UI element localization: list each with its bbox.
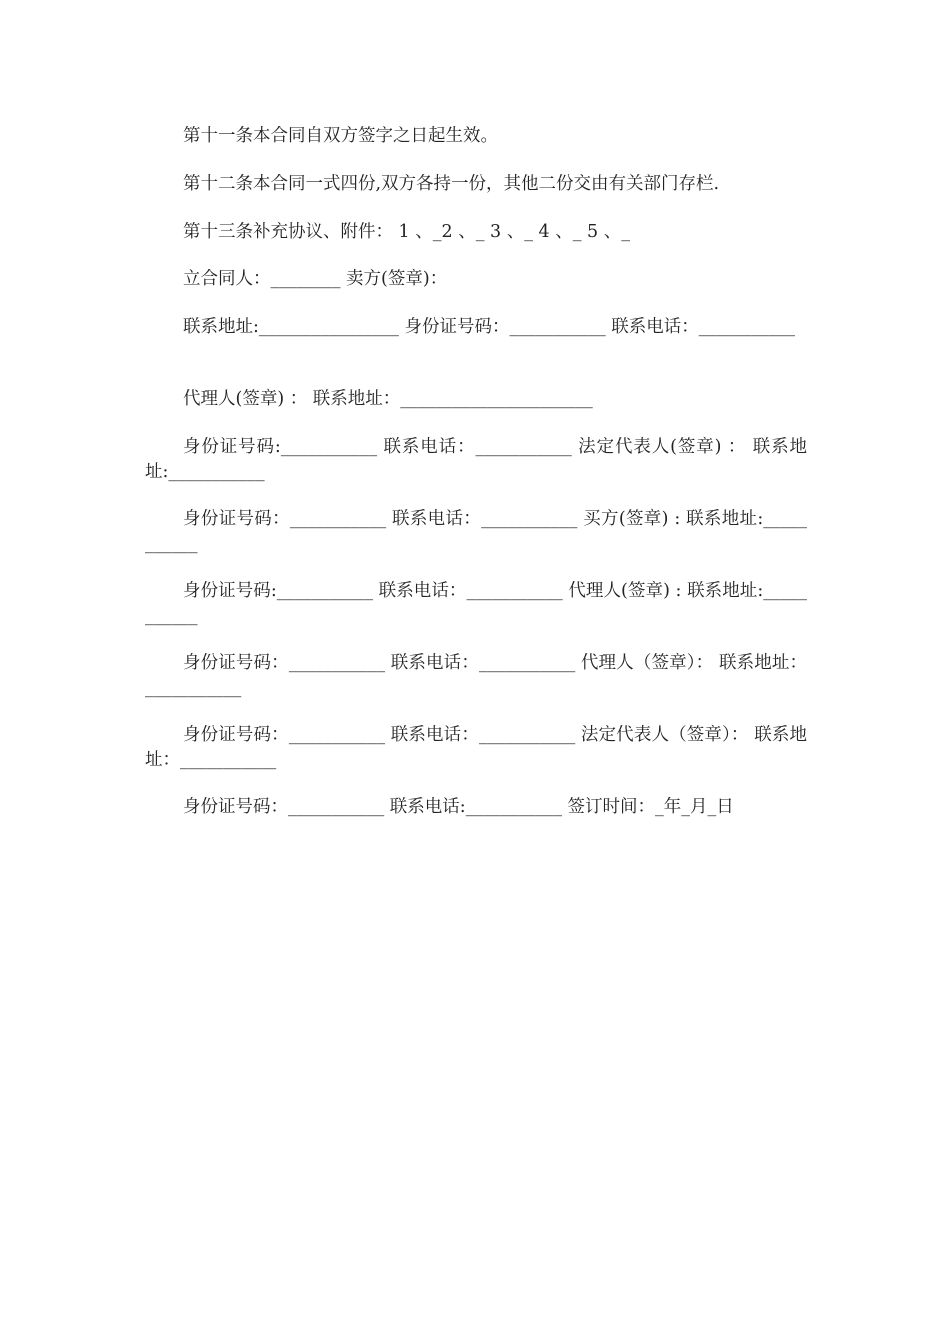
legal-rep-line: 身份证号码：___________ 联系电话：___________ 法定代表人（签章）： 联系地址：___________ — [145, 725, 807, 770]
clause-11: 第十一条本合同自双方签字之日起生效。 — [183, 126, 498, 146]
seller-legal-rep-line: 身份证号码:___________ 联系电话：___________ 法定代表人(签章) ： 联系地址:___________ — [145, 437, 807, 482]
seller-contact-line: 联系地址:________________ 身份证号码：___________ 联系电话：___________ — [183, 317, 796, 337]
agent-line: 身份证号码：___________ 联系电话：___________ 代理人（签章）： 联系地址：___________ — [145, 653, 807, 698]
buyer-line: 身份证号码：___________ 联系电话：___________ 买方(签章) : 联系地址:___________ — [145, 509, 807, 554]
clause-13: 第十三条补充协议、附件： 1 、_2 、_ 3 、_ 4 、_ 5 、_ — [183, 222, 630, 242]
clause-12: 第十二条本合同一式四份,双方各持一份，其他二份交由有关部门存栏. — [183, 174, 720, 194]
seller-agent-line: 代理人(签章) ： 联系地址：______________________ — [183, 389, 593, 409]
signing-date-line: 身份证号码：___________ 联系电话:___________ 签订时间：_年_月_日 — [183, 797, 734, 817]
buyer-agent-line: 身份证号码:___________ 联系电话：___________ 代理人(签章) : 联系地址:___________ — [145, 581, 807, 626]
contract-parties-line: 立合同人：________ 卖方(签章)： — [183, 269, 448, 289]
